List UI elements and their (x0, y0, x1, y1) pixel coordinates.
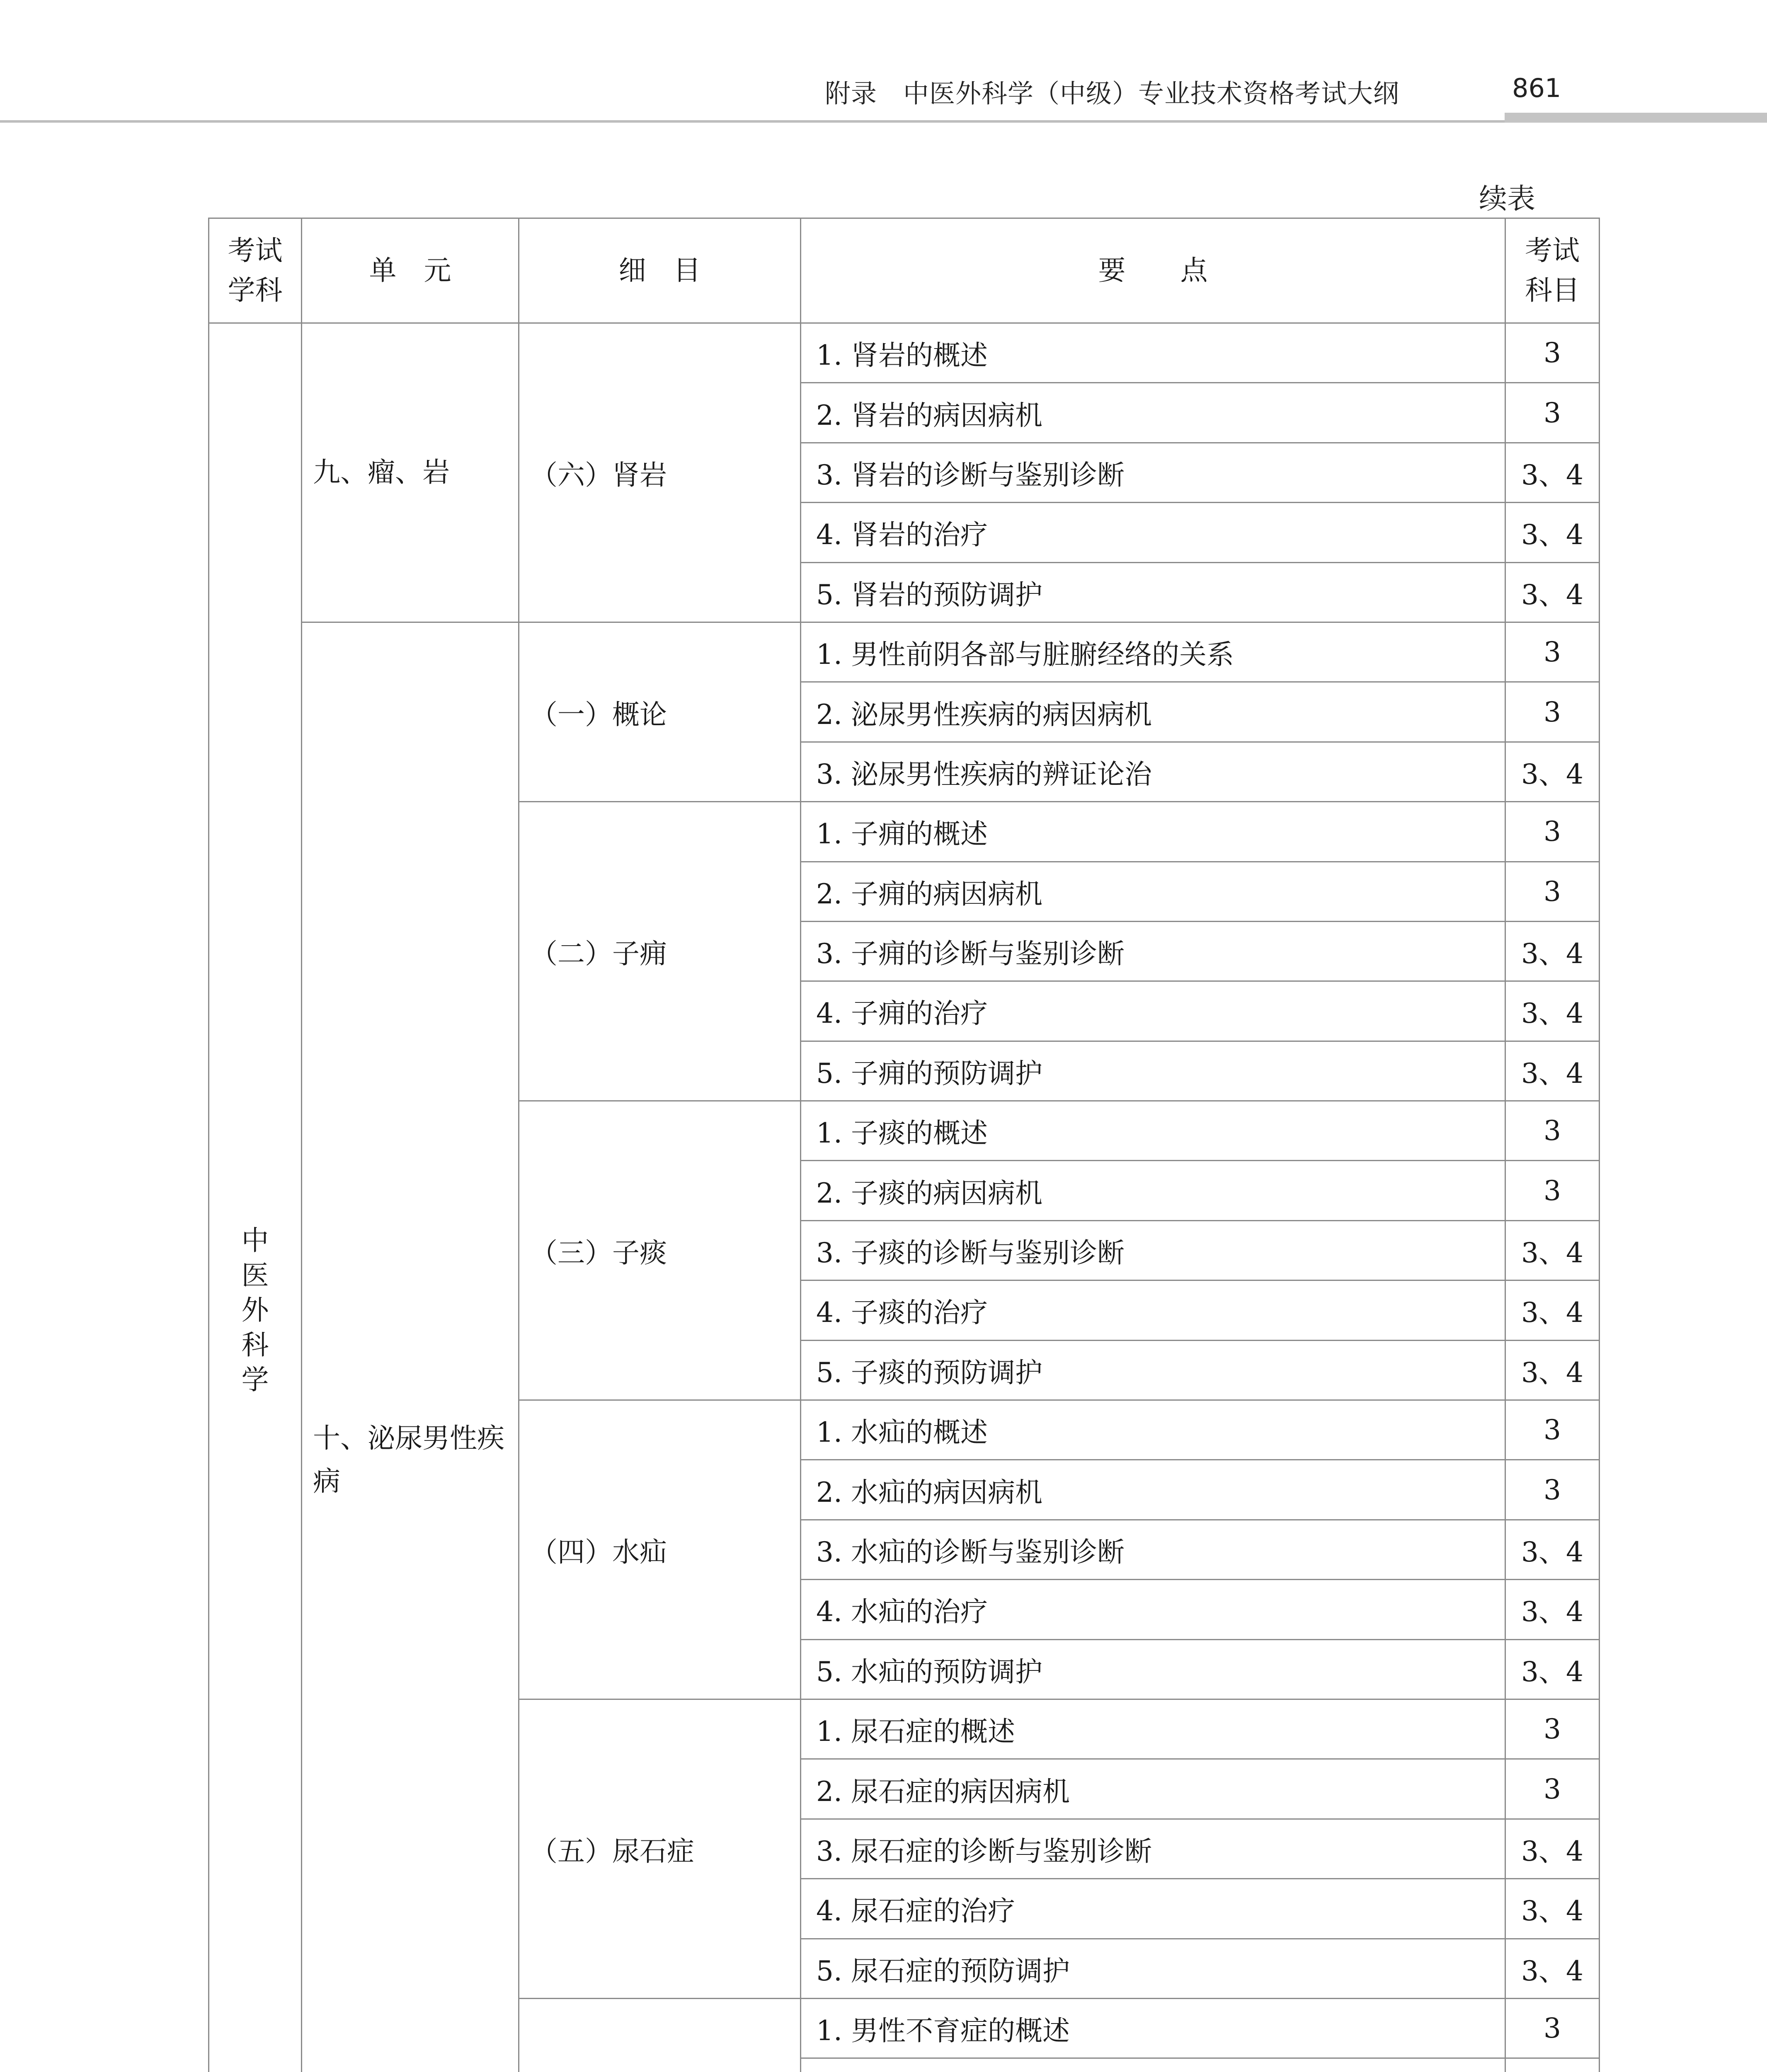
point-cell: 1. 尿石症的概述 (801, 1699, 1505, 1759)
point-cell: 1. 男性前阴各部与脏腑经络的关系 (801, 622, 1505, 682)
point-cell: 1. 男性不育症的概述 (801, 1998, 1505, 2058)
header-unit: 单 元 (302, 218, 519, 323)
point-cell: 3. 子痈的诊断与鉴别诊断 (801, 921, 1505, 981)
header-subject: 考试学科 (209, 218, 302, 323)
point-cell: 2. 尿石症的病因病机 (801, 1759, 1505, 1819)
point-cell: 4. 水疝的治疗 (801, 1580, 1505, 1639)
point-cell: 5. 子痰的预防调护 (801, 1340, 1505, 1400)
exam-subject-cell: 3 (1505, 1759, 1600, 1819)
exam-subject-cell: 3、4 (1505, 1340, 1600, 1400)
point-cell: 4. 肾岩的治疗 (801, 503, 1505, 562)
header-detail: 细 目 (519, 218, 801, 323)
table-row (209, 323, 1600, 383)
point-cell: 2. 泌尿男性疾病的病因病机 (801, 682, 1505, 742)
detail-cell: （五）尿石症 (519, 1699, 801, 1998)
exam-subject-cell: 3、4 (1505, 1879, 1600, 1939)
page-number: 861 (1512, 73, 1561, 103)
point-cell: 1. 子痰的概述 (801, 1101, 1505, 1161)
exam-subject-cell: 3 (1505, 1101, 1600, 1161)
exam-subject-cell: 3、4 (1505, 1520, 1600, 1579)
point-cell (801, 2058, 1505, 2072)
exam-subject-cell: 3、4 (1505, 981, 1600, 1041)
point-cell: 2. 水疝的病因病机 (801, 1460, 1505, 1520)
subject-cell (209, 323, 302, 2072)
point-cell: 5. 尿石症的预防调护 (801, 1939, 1505, 1998)
subject-name: 中医外科学 (241, 1224, 269, 1396)
point-cell: 2. 肾岩的病因病机 (801, 383, 1505, 443)
detail-cell: （四）水疝 (519, 1400, 801, 1699)
header-rule (0, 120, 1505, 123)
exam-subject-cell (1505, 2058, 1600, 2072)
exam-subject-cell: 3 (1505, 323, 1600, 383)
exam-subject-cell: 3 (1505, 383, 1600, 443)
header-accent-bar (1505, 113, 1767, 123)
point-cell: 3. 泌尿男性疾病的辨证论治 (801, 742, 1505, 801)
exam-subject-cell: 3、4 (1505, 562, 1600, 622)
syllabus-table (208, 218, 1600, 2072)
exam-subject-cell: 3 (1505, 622, 1600, 682)
point-cell: 4. 子痈的治疗 (801, 981, 1505, 1041)
exam-subject-cell: 3、4 (1505, 1819, 1600, 1878)
exam-subject-cell: 3、4 (1505, 503, 1600, 562)
point-cell: 3. 子痰的诊断与鉴别诊断 (801, 1220, 1505, 1280)
detail-cell: （一）概论 (519, 622, 801, 801)
exam-subject-cell: 3、4 (1505, 742, 1600, 801)
detail-cell (519, 1998, 801, 2072)
point-cell: 1. 肾岩的概述 (801, 323, 1505, 383)
exam-subject-cell: 3、4 (1505, 1280, 1600, 1340)
exam-subject-cell: 3 (1505, 1998, 1600, 2058)
exam-subject-cell: 3、4 (1505, 921, 1600, 981)
exam-subject-cell: 3 (1505, 802, 1600, 862)
running-header-title: 附录 中医外科学（中级）专业技术资格考试大纲 (825, 78, 1400, 109)
point-cell: 4. 尿石症的治疗 (801, 1879, 1505, 1939)
exam-subject-cell: 3、4 (1505, 1580, 1600, 1639)
table-row (209, 622, 1600, 682)
exam-subject-cell: 3、4 (1505, 1220, 1600, 1280)
exam-subject-cell: 3、4 (1505, 1939, 1600, 1998)
exam-subject-cell: 3、4 (1505, 443, 1600, 502)
exam-subject-cell: 3、4 (1505, 1041, 1600, 1101)
table-body (209, 323, 1600, 2072)
unit-cell: 十、泌尿男性疾病 (302, 622, 519, 2072)
header-point: 要 点 (801, 218, 1505, 323)
point-cell: 5. 肾岩的预防调护 (801, 562, 1505, 622)
point-cell: 5. 子痈的预防调护 (801, 1041, 1505, 1101)
point-cell: 3. 尿石症的诊断与鉴别诊断 (801, 1819, 1505, 1878)
point-cell: 5. 水疝的预防调护 (801, 1639, 1505, 1699)
detail-cell: （二）子痈 (519, 802, 801, 1101)
point-cell: 2. 子痈的病因病机 (801, 862, 1505, 921)
exam-subject-cell: 3 (1505, 1699, 1600, 1759)
continued-table-label: 续表 (1479, 183, 1536, 215)
detail-cell: （三）子痰 (519, 1101, 801, 1400)
point-cell: 1. 水疝的概述 (801, 1400, 1505, 1460)
exam-subject-cell: 3 (1505, 682, 1600, 742)
point-cell: 3. 肾岩的诊断与鉴别诊断 (801, 443, 1505, 502)
point-cell: 4. 子痰的治疗 (801, 1280, 1505, 1340)
header-exam-subject: 考试科目 (1505, 218, 1600, 323)
point-cell: 1. 子痈的概述 (801, 802, 1505, 862)
exam-subject-cell: 3 (1505, 1161, 1600, 1220)
unit-cell: 九、瘤、岩 (302, 323, 519, 622)
point-cell: 2. 子痰的病因病机 (801, 1161, 1505, 1220)
exam-subject-cell: 3、4 (1505, 1639, 1600, 1699)
detail-cell: （六）肾岩 (519, 323, 801, 622)
table-header-row (209, 218, 1600, 323)
point-cell: 3. 水疝的诊断与鉴别诊断 (801, 1520, 1505, 1579)
exam-subject-cell: 3 (1505, 862, 1600, 921)
exam-subject-cell: 3 (1505, 1460, 1600, 1520)
exam-subject-cell: 3 (1505, 1400, 1600, 1460)
